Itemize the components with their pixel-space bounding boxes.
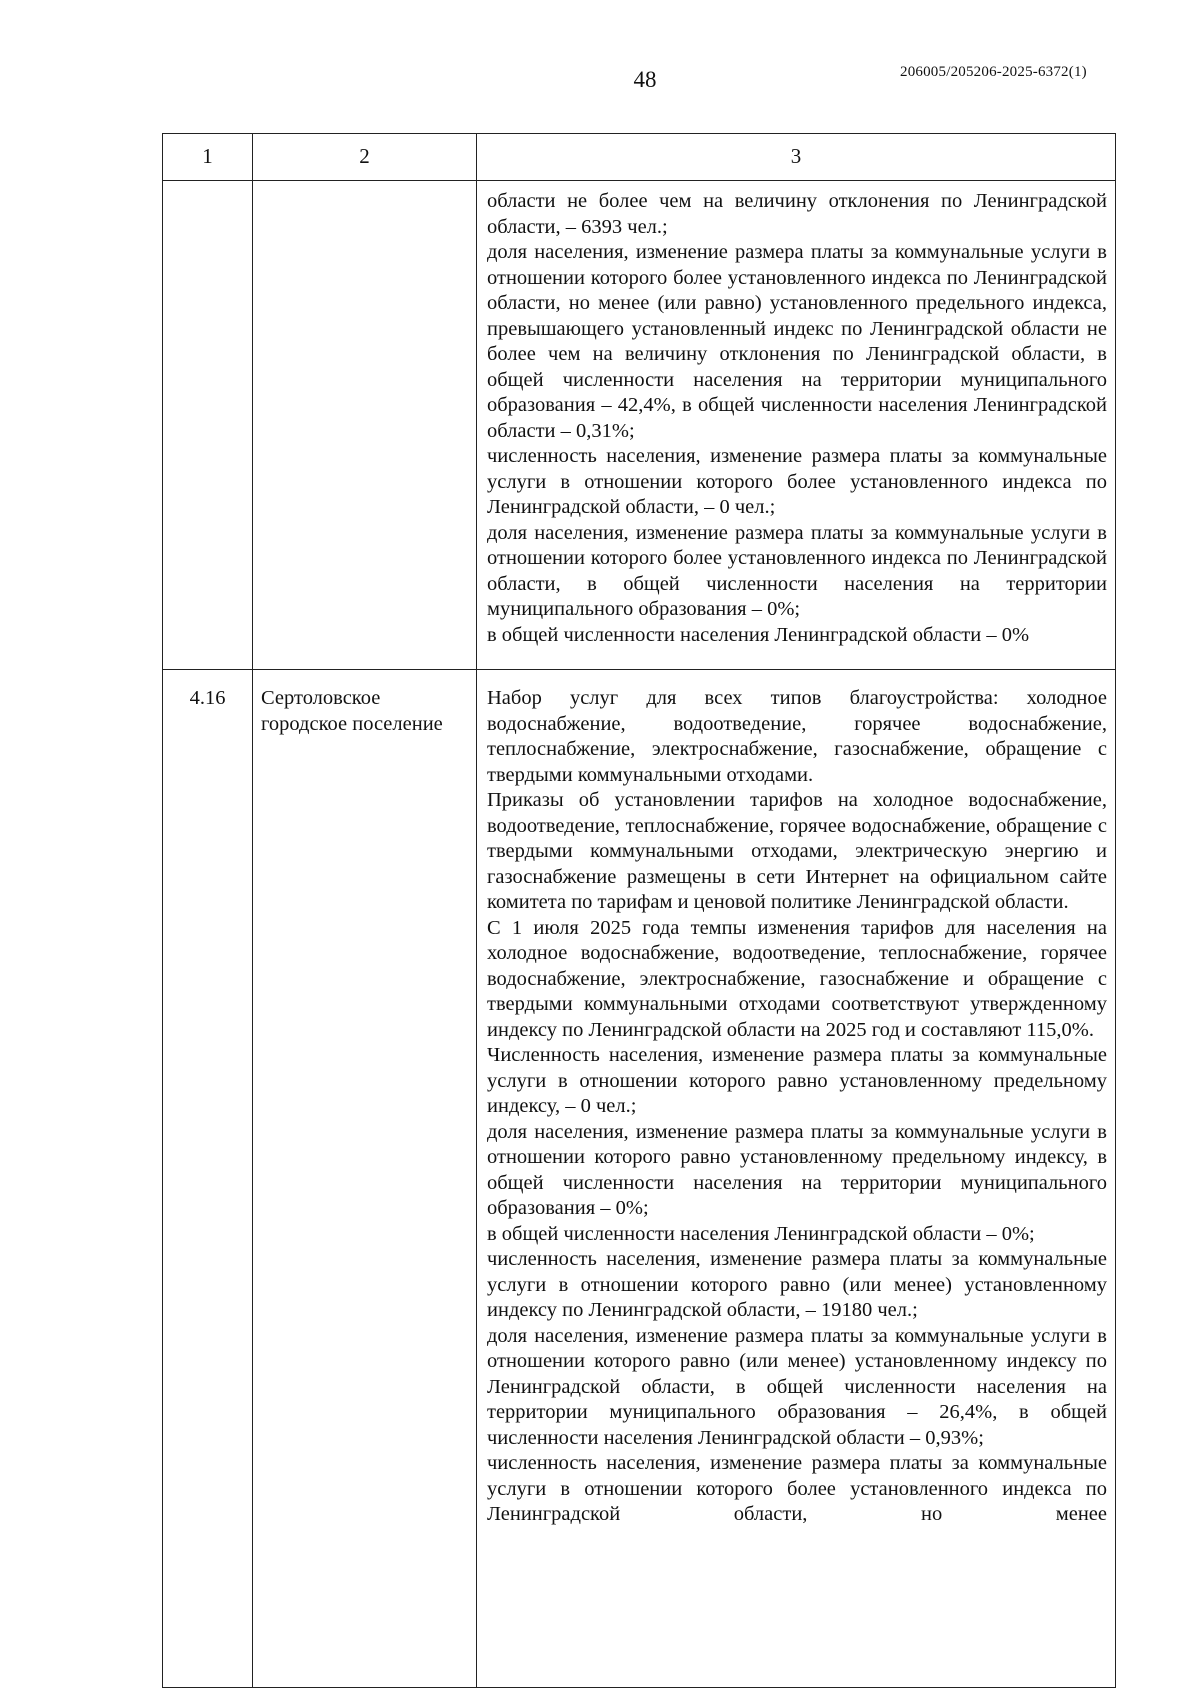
paragraph: численность населения, изменение размера платы за коммунальные услуги в отношении которого равно (или менее) установленному индексу по Ленинградской области, – 19180 чел.; (487, 1248, 1107, 1321)
column-header-2: 2 (253, 134, 477, 181)
municipality-name: Сертоловское городское поселение (253, 670, 477, 1688)
paragraph: Приказы об установлении тарифов на холодное водоснабжение, водоотведение, теплоснабжение, горячее водоснабжение, обращение с твердыми коммунальными отходами, электрическую энергию и газоснабжение размещены в сети Интернет на официальном сайте комитета по тарифам и ценовой политике Ленинградской области. (487, 789, 1107, 913)
paragraph: доля населения, изменение размера платы за коммунальные услуги в отношении которого равно установленному предельному индексу, в общей численности населения на территории муниципального образования – 0%; (487, 1120, 1107, 1219)
paragraph: области не более чем на величину отклонения по Ленинградской области, – 6393 чел.; (487, 190, 1107, 238)
page-number: 48 (633, 67, 657, 92)
main-table (162, 133, 1116, 1688)
table-header-row (163, 134, 1116, 181)
paragraph: в общей численности населения Ленинградской области – 0%; (487, 1222, 1035, 1245)
paragraph: в общей численности населения Ленинградской области – 0% (487, 623, 1030, 646)
row-description (477, 181, 1116, 670)
row-number (163, 181, 253, 670)
row-description (477, 670, 1116, 1688)
paragraph: Набор услуг для всех типов благоустройства: холодное водоснабжение, водоотведение, горячее водоснабжение, теплоснабжение, электроснабжение, газоснабжение, обращение с твердыми коммунальными отходами. (487, 687, 1107, 786)
paragraph: доля населения, изменение размера платы за коммунальные услуги в отношении которого равно (или менее) установленному индексу по Ленинградской области, в общей численности населения на территории муниципального образования – 26,4%, в общей численности населения Ленинградской области – 0,93%; (487, 1324, 1107, 1449)
paragraph: численность населения, изменение размера платы за коммунальные услуги в отношении которого более установленного индекса по Ленинградской области, – 0 чел.; (487, 445, 1107, 518)
paragraph: С 1 июля 2025 года темпы изменения тарифов для населения на холодное водоснабжение, водоотведение, теплоснабжение, горячее водоснабжение, электроснабжение, газоснабжение и обращение с твердыми коммунальными отходами соответствуют утвержденному индексу по Ленинградской области на 2025 год и составляют 115,0%. (487, 916, 1107, 1041)
table-row (163, 670, 1116, 1688)
paragraph: доля населения, изменение размера платы за коммунальные услуги в отношении которого более установленного индекса по Ленинградской области, в общей численности населения на территории муниципального образования – 0%; (487, 521, 1107, 620)
row-number: 4.16 (163, 670, 253, 1688)
municipality-name (253, 181, 477, 670)
paragraph: доля населения, изменение размера платы за коммунальные услуги в отношении которого более установленного индекса по Ленинградской области, но менее (или равно) установленного предельного индекса, превышающего установленный индекс по Ленинградской области не более чем на величину отклонения по Ленинградской области, в общей численности населения на территории муниципального образования – 42,4%, в общей численности населения Ленинградской области – 0,31%; (487, 241, 1107, 442)
document-id: 206005/205206-2025-6372(1) (900, 64, 1087, 80)
paragraph: численность населения, изменение размера платы за коммунальные услуги в отношении которого более установленного индекса по Ленинградской области, но менее (487, 1452, 1107, 1525)
table-row (163, 181, 1116, 670)
paragraph: Численность населения, изменение размера платы за коммунальные услуги в отношении которого равно установленному предельному индексу, – 0 чел.; (487, 1044, 1107, 1117)
column-header-3: 3 (477, 134, 1116, 181)
column-header-1: 1 (163, 134, 253, 181)
